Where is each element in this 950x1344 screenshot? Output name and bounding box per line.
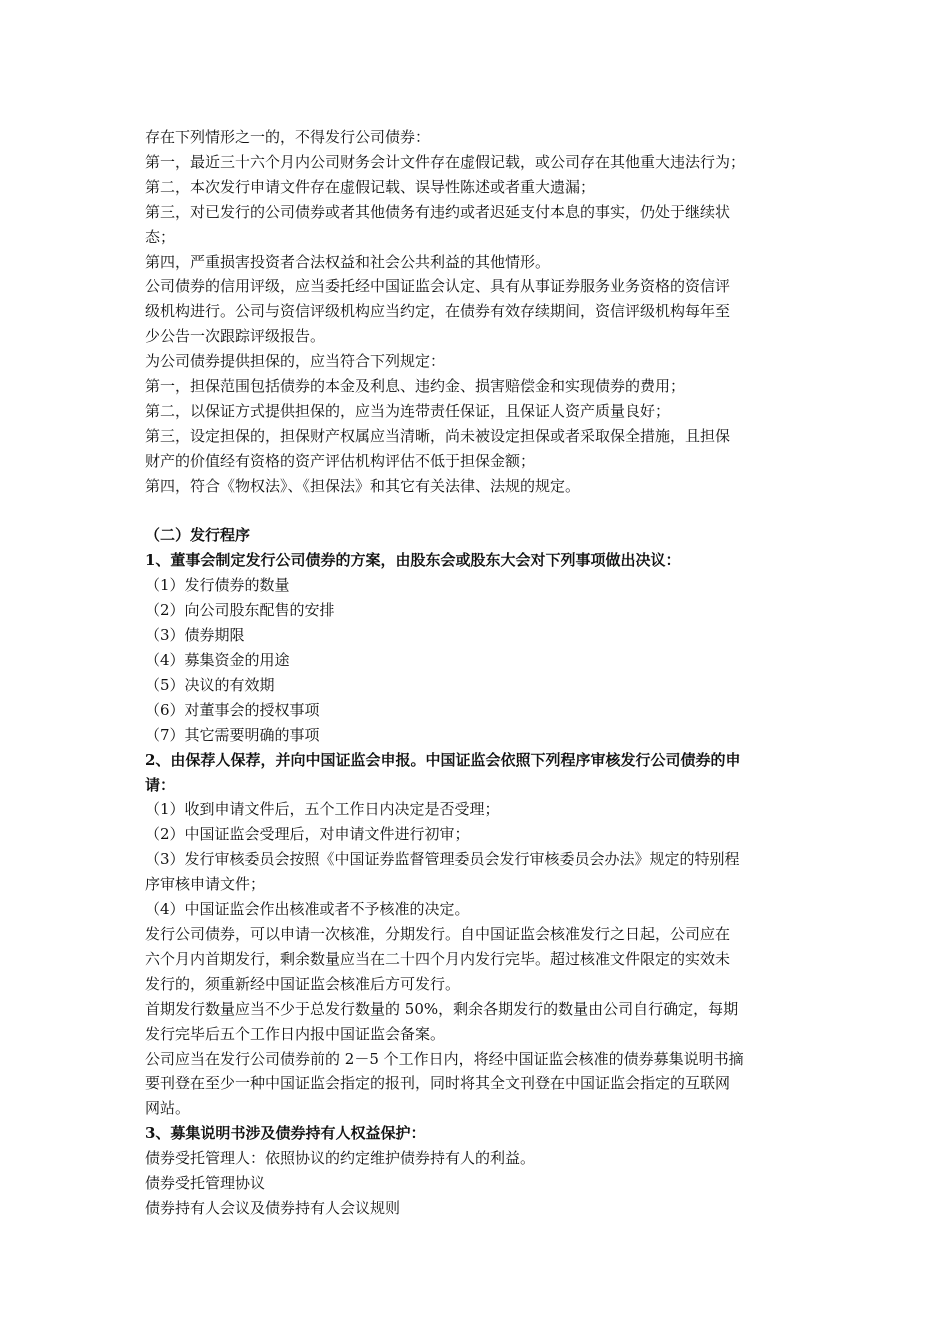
text-line: 网站。: [145, 1099, 191, 1118]
list-item: （3）发行审核委员会按照《中国证券监督管理委员会发行审核委员会办法》规定的特别程: [145, 850, 740, 869]
text-line: 债券受托管理协议: [145, 1174, 266, 1193]
text-line: 少公告一次跟踪评级报告。: [145, 327, 326, 346]
list-item: （2）中国证监会受理后，对申请文件进行初审；: [145, 825, 470, 844]
list-item: （1）收到申请文件后，五个工作日内决定是否受理；: [145, 800, 500, 819]
list-item: （2）向公司股东配售的安排: [145, 601, 335, 620]
list-item: （5）决议的有效期: [145, 675, 275, 694]
text-line: 第四，符合《物权法》、《担保法》和其它有关法律、法规的规定。: [145, 476, 581, 495]
text-line: 要刊登在至少一种中国证监会指定的报刊，同时将其全文刊登在中国证监会指定的互联网: [145, 1074, 731, 1093]
text-line: 第四，严重损害投资者合法权益和社会公共利益的其他情形。: [145, 252, 551, 271]
step-heading: 请：: [145, 775, 176, 794]
text-line: 存在下列情形之一的，不得发行公司债券：: [145, 128, 431, 146]
step-heading: 3、募集说明书涉及债券持有人权益保护：: [145, 1124, 426, 1143]
text-line: 发行的，须重新经中国证监会核准后方可发行。: [145, 974, 461, 993]
blank-line: [145, 499, 810, 524]
text-line: 债券受托管理人：依照协议的约定维护债券持有人的利益。: [145, 1149, 536, 1168]
text-line: 第一，担保范围包括债券的本金及利息、违约金、损害赔偿金和实现债券的费用；: [145, 377, 686, 396]
text-line: 第三，设定担保的，担保财产权属应当清晰，尚未被设定担保或者采取保全措施，且担保: [145, 426, 731, 445]
text-line: 第二，以保证方式提供担保的，应当为连带责任保证，且保证人资产质量良好；: [145, 401, 671, 420]
text-line: 发行完毕后五个工作日内报中国证监会备案。: [145, 1024, 446, 1043]
text-line: 发行公司债券，可以申请一次核准，分期发行。自中国证监会核准发行之日起，公司应在: [145, 924, 731, 943]
list-item: （1）发行债券的数量: [145, 576, 290, 595]
text-line: 级机构进行。公司与资信评级机构应当约定，在债券有效存续期间，资信评级机构每年至: [145, 302, 731, 321]
list-item: （6）对董事会的授权事项: [145, 700, 320, 719]
list-item: （4）中国证监会作出核准或者不予核准的决定。: [145, 900, 470, 919]
document-page: [145, 125, 810, 1221]
text-line: 公司债券的信用评级，应当委托经中国证监会认定、具有从事证券服务业务资格的资信评: [145, 277, 731, 296]
text-line: 首期发行数量应当不少于总发行数量的 50%，剩余各期发行的数量由公司自行确定，每期: [145, 999, 739, 1018]
list-item: （7）其它需要明确的事项: [145, 725, 320, 744]
step-heading: 2、由保荐人保荐，并向中国证监会申报。中国证监会依照下列程序审核发行公司债券的申: [145, 750, 741, 769]
list-item: （3）债券期限: [145, 626, 245, 645]
text-line: 公司应当在发行公司债券前的 2－5 个工作日内，将经中国证监会核准的债券募集说明书摘: [145, 1049, 744, 1068]
text-line: 财产的价值经有资格的资产评估机构评估不低于担保金额；: [145, 451, 536, 470]
text-line: 第二，本次发行申请文件存在虚假记载、误导性陈述或者重大遗漏；: [145, 177, 596, 196]
text-line: 债券持有人会议及债券持有人会议规则: [145, 1198, 401, 1217]
list-item: 序审核申请文件；: [145, 875, 266, 894]
step-heading: 1、董事会制定发行公司债券的方案，由股东会或股东大会对下列事项做出决议：: [145, 551, 681, 570]
section-heading: （二）发行程序: [145, 526, 251, 545]
text-line: 为公司债券提供担保的，应当符合下列规定：: [145, 352, 446, 371]
text-line: 六个月内首期发行，剩余数量应当在二十四个月内发行完毕。超过核准文件限定的实效未: [145, 949, 731, 968]
list-item: （4）募集资金的用途: [145, 651, 290, 670]
text-line: 第一，最近三十六个月内公司财务会计文件存在虚假记载，或公司存在其他重大违法行为；: [145, 152, 746, 171]
text-line: 第三，对已发行的公司债券或者其他债务有违约或者迟延支付本息的事实，仍处于继续状: [145, 202, 731, 221]
text-line: 态；: [145, 227, 176, 246]
